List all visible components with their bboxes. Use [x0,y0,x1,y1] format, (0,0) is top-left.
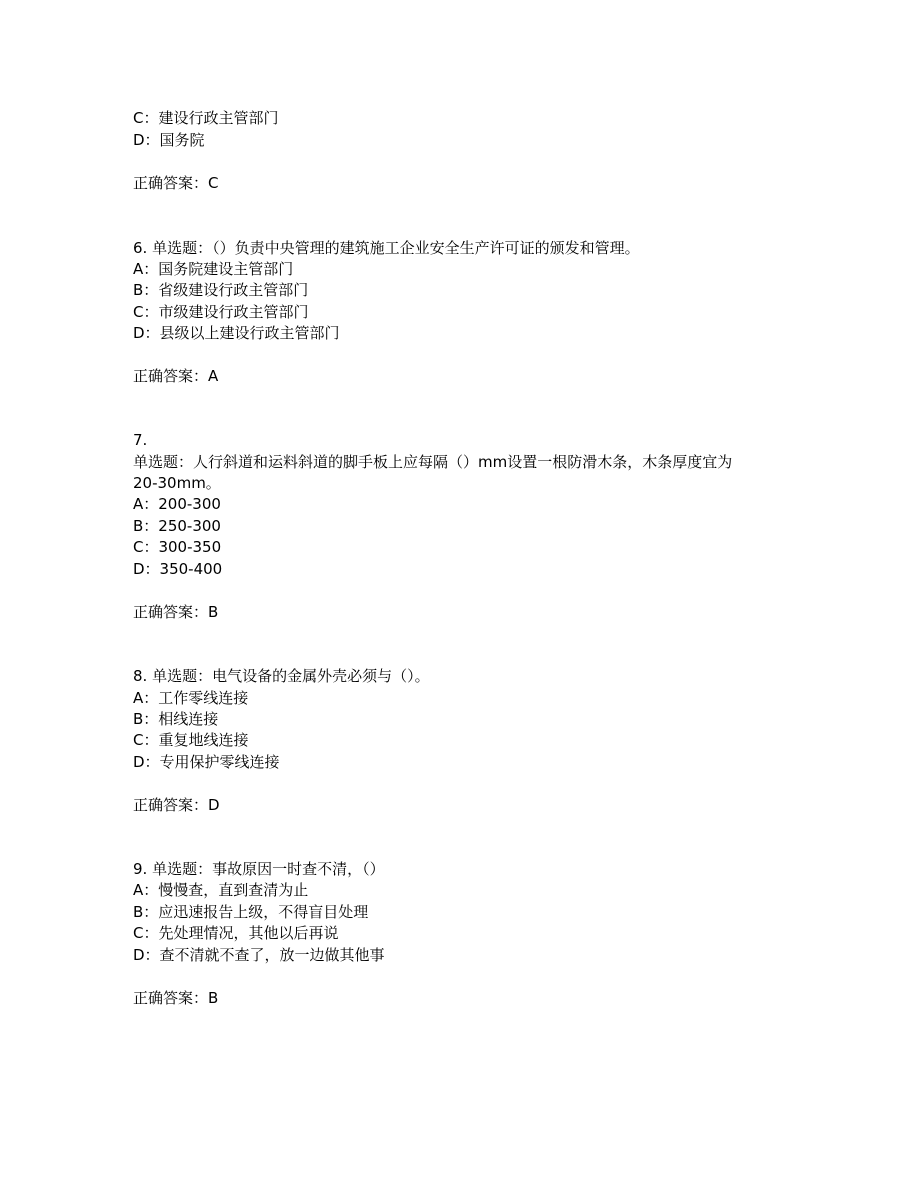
option-line: B：省级建设行政主管部门 [133,281,309,299]
question-stem: 8. 单选题：电气设备的金属外壳必须与（）。 [133,667,430,685]
answer-line: 正确答案：C [133,174,219,192]
option-line: C：300-350 [133,538,222,556]
option-line: B：应迅速报告上级，不得盲目处理 [133,903,369,921]
option-line: A：国务院建设主管部门 [133,260,294,278]
question-stem: 单选题：人行斜道和运料斜道的脚手板上应每隔（）mm设置一根防滑木条，木条厚度宜为 [133,453,733,471]
option-line: C：市级建设行政主管部门 [133,303,309,321]
answer-line: 正确答案：D [133,796,220,814]
option-line: A：慢慢查，直到查清为止 [133,881,309,899]
question-stem: 7. [133,431,148,449]
option-line: D：国务院 [133,131,205,149]
answer-line: 正确答案：A [133,367,219,385]
question-stem: 6. 单选题：（）负责中央管理的建筑施工企业安全生产许可证的颁发和管理。 [133,239,640,257]
answer-line: 正确答案：B [133,603,219,621]
question-stem: 9. 单选题：事故原因一时查不清，（） [133,860,385,878]
option-line: C：建设行政主管部门 [133,109,279,127]
option-line: A：工作零线连接 [133,689,249,707]
option-line: D：专用保护零线连接 [133,753,280,771]
answer-line: 正确答案：B [133,989,219,1007]
option-line: C：重复地线连接 [133,731,249,749]
option-line: D：查不清就不查了，放一边做其他事 [133,946,385,964]
question-stem: 20-30mm。 [133,474,221,492]
option-line: D：350-400 [133,560,223,578]
option-line: D：县级以上建设行政主管部门 [133,324,340,342]
option-line: A：200-300 [133,495,221,513]
option-line: C：先处理情况，其他以后再说 [133,924,339,942]
option-line: B：250-300 [133,517,221,535]
option-line: B：相线连接 [133,710,219,728]
